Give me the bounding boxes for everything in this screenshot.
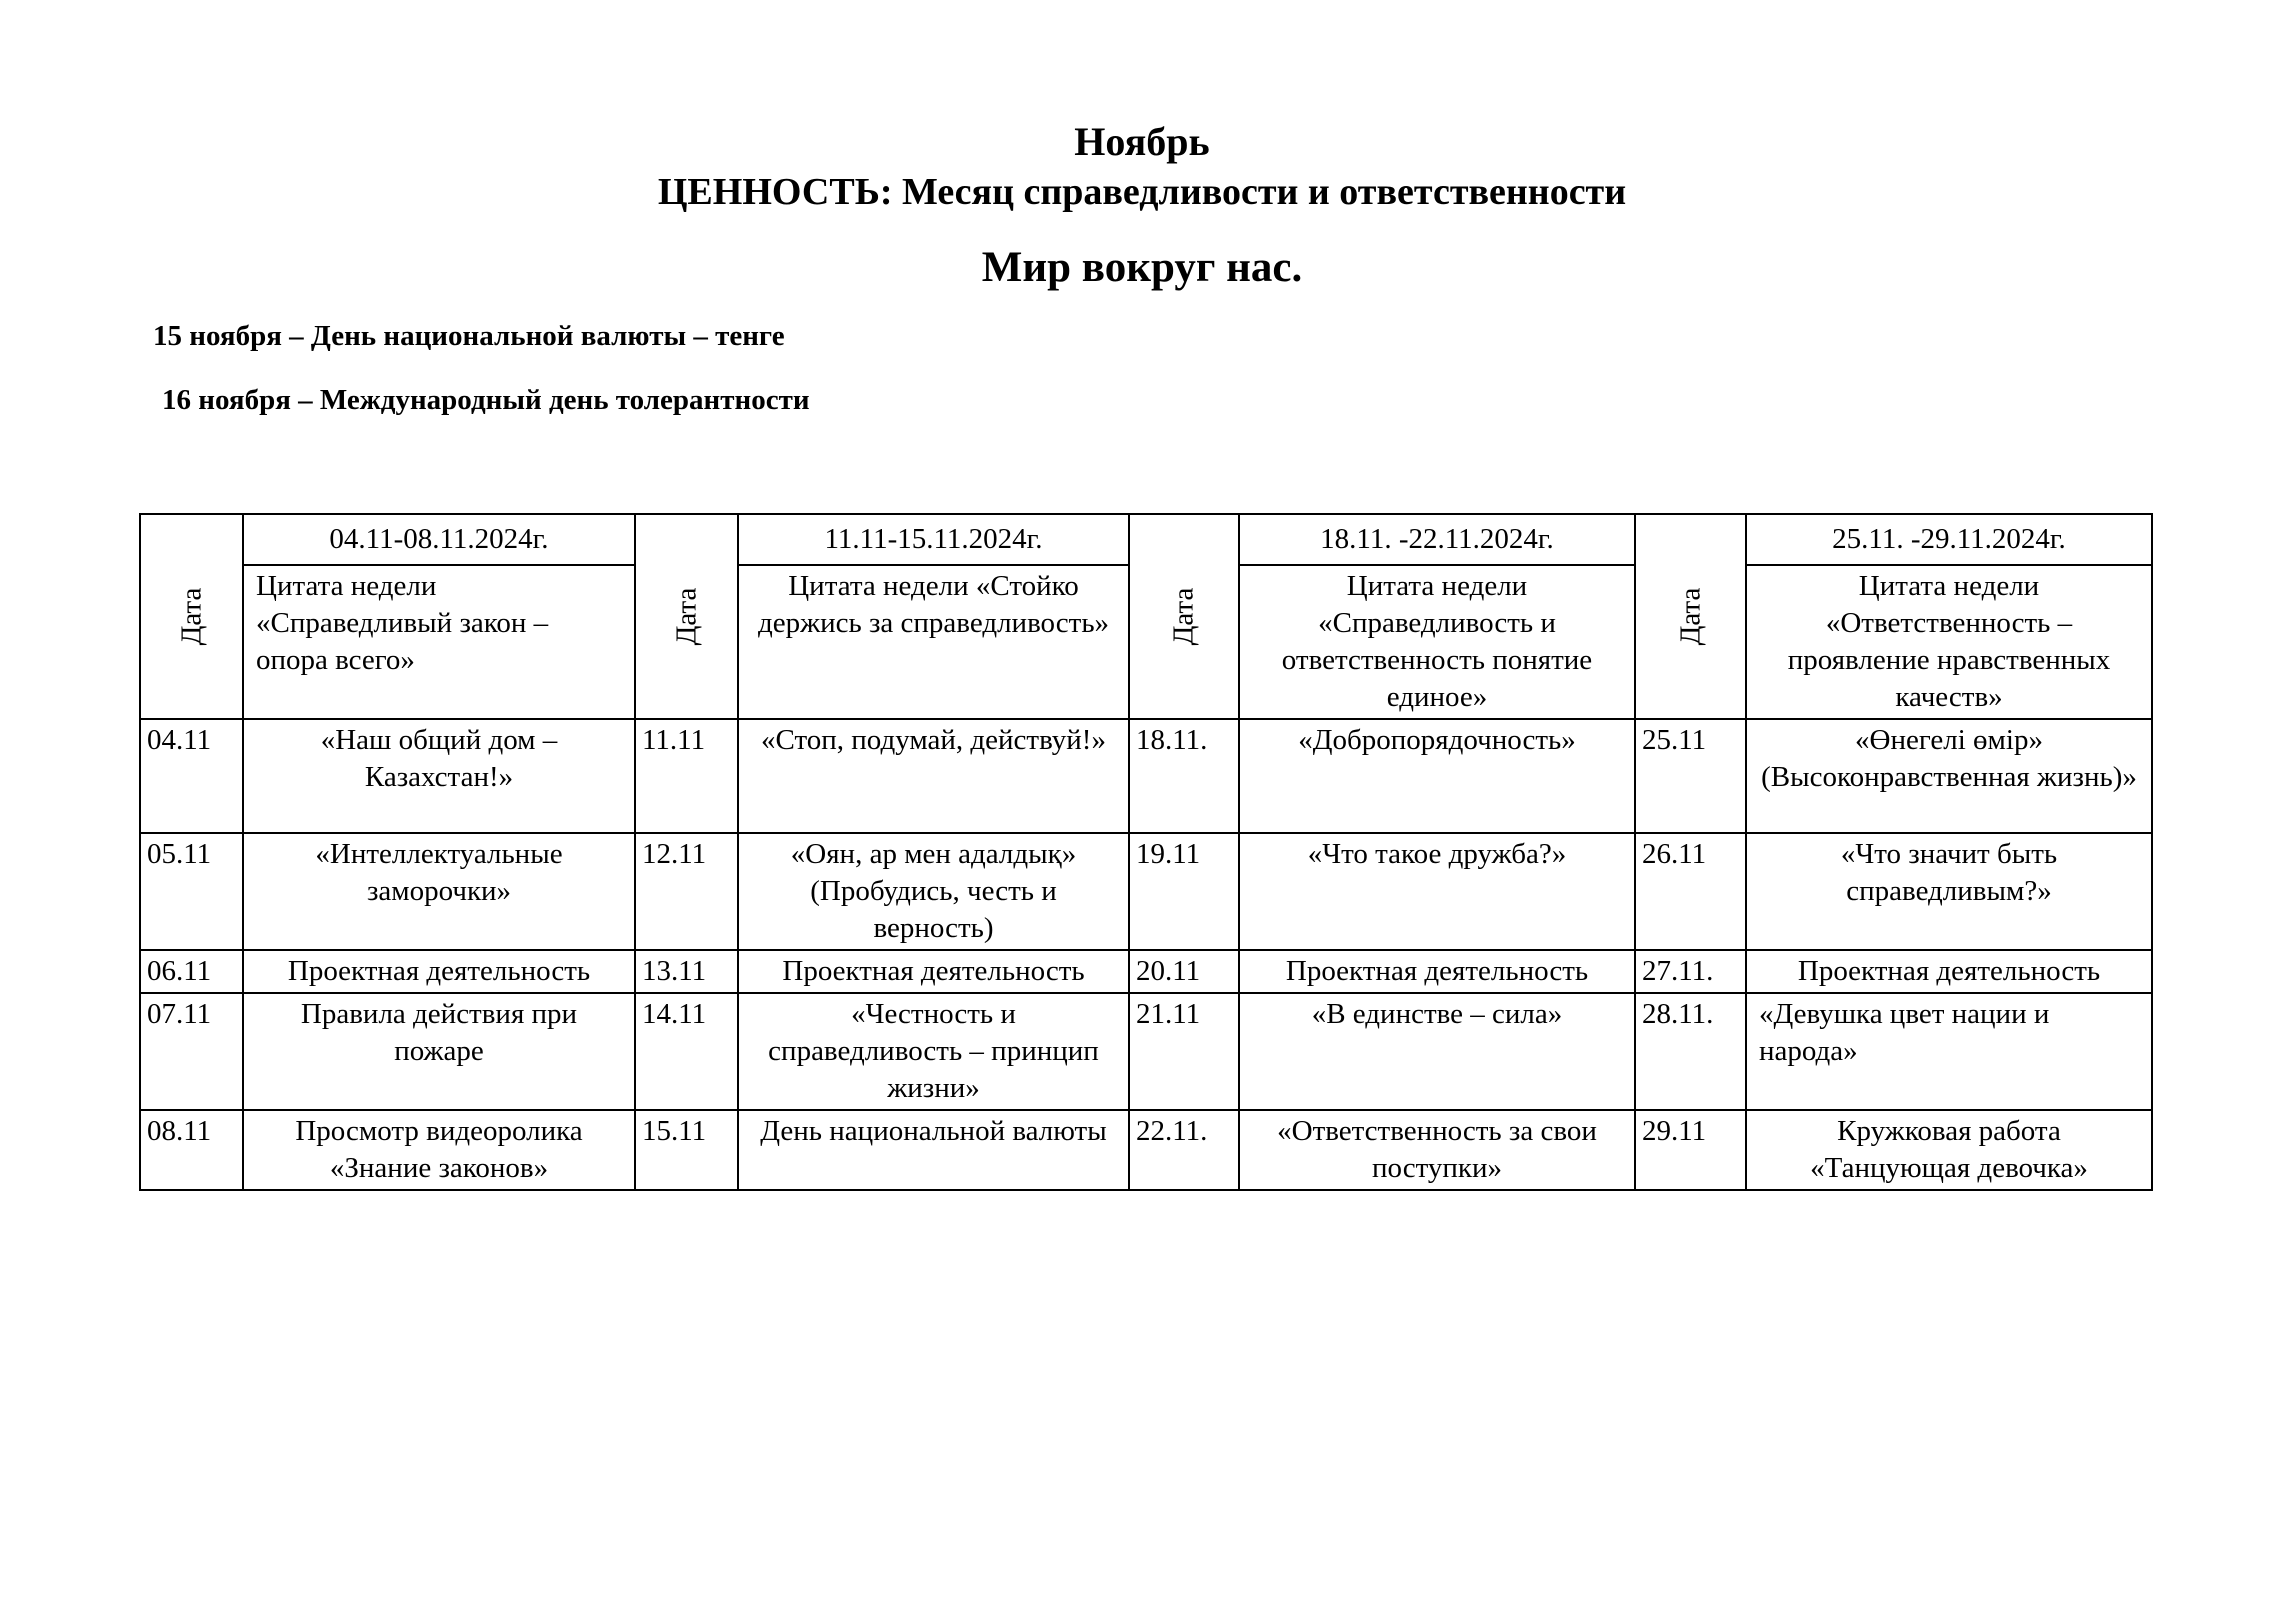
table-row [140, 833, 2152, 950]
date-cell: 20.11 [1129, 950, 1239, 993]
date-header: Дата [670, 587, 702, 646]
date-cell: 07.11 [140, 993, 243, 1110]
event-cell: «Интеллектуальные заморочки» [243, 833, 635, 950]
event-cell: «Честность и справедливость – принцип жизни» [738, 993, 1129, 1110]
table-row [140, 719, 2152, 833]
date-cell: 27.11. [1635, 950, 1746, 993]
event-cell: «Ответственность за свои поступки» [1239, 1110, 1635, 1190]
date-cell: 29.11 [1635, 1110, 1746, 1190]
week-1-quote: Цитата недели «Справедливый закон – опора всего» [243, 565, 635, 719]
value-label: ЦЕННОСТЬ [657, 171, 880, 213]
date-cell: 22.11. [1129, 1110, 1239, 1190]
week-4-range: 25.11. -29.11.2024г. [1746, 514, 2152, 565]
event-cell: День национальной валюты [738, 1110, 1129, 1190]
week-2-range: 11.11-15.11.2024г. [738, 514, 1129, 565]
event-cell: «В единстве – сила» [1239, 993, 1635, 1110]
date-cell: 15.11 [635, 1110, 738, 1190]
event-cell: Проектная деятельность [1746, 950, 2152, 993]
event-cell: Проектная деятельность [243, 950, 635, 993]
date-cell: 05.11 [140, 833, 243, 950]
date-cell: 28.11. [1635, 993, 1746, 1110]
date-cell: 26.11 [1635, 833, 1746, 950]
date-header-cell [140, 514, 243, 719]
table-row [140, 950, 2152, 993]
date-header-cell [635, 514, 738, 719]
date-cell: 04.11 [140, 719, 243, 833]
date-header: Дата [1674, 587, 1706, 646]
date-cell: 06.11 [140, 950, 243, 993]
week-range-row [140, 514, 2152, 565]
schedule-table [139, 513, 2153, 1191]
date-header-cell [1129, 514, 1239, 719]
event-cell: «Наш общий дом – Казахстан!» [243, 719, 635, 833]
date-cell: 21.11 [1129, 993, 1239, 1110]
value-heading: ЦЕННОСТЬ: Месяц справедливости и ответственности [657, 171, 1627, 213]
week-3-quote: Цитата недели «Справедливость и ответственность понятие единое» [1239, 565, 1635, 719]
table-row [140, 993, 2152, 1110]
date-cell: 08.11 [140, 1110, 243, 1190]
date-header-cell [1635, 514, 1746, 719]
month-title: Ноябрь [1074, 119, 1210, 164]
date-cell: 13.11 [635, 950, 738, 993]
note-currency-day: 15 ноября – День национальной валюты – тенге [153, 320, 785, 352]
event-cell: Правила действия при пожаре [243, 993, 635, 1110]
event-cell: Кружковая работа «Танцующая девочка» [1746, 1110, 2152, 1190]
date-cell: 25.11 [1635, 719, 1746, 833]
week-2-quote: Цитата недели «Стойко держись за справедливость» [738, 565, 1129, 719]
date-cell: 11.11 [635, 719, 738, 833]
date-cell: 14.11 [635, 993, 738, 1110]
week-3-range: 18.11. -22.11.2024г. [1239, 514, 1635, 565]
week-1-range: 04.11-08.11.2024г. [243, 514, 635, 565]
date-cell: 18.11. [1129, 719, 1239, 833]
event-cell: «Оян, ар мен адалдық» (Пробудись, честь и верность) [738, 833, 1129, 950]
event-cell: «Что такое дружба?» [1239, 833, 1635, 950]
theme-heading: Мир вокруг нас. [981, 244, 1303, 291]
event-cell: «Өнегелі өмір» (Высоконравственная жизнь)» [1746, 719, 2152, 833]
date-header: Дата [1167, 587, 1200, 646]
value-text: Месяц справедливости и ответственности [901, 171, 1627, 213]
event-cell: «Стоп, подумай, действуй!» [738, 719, 1129, 833]
event-cell: «Что значит быть справедливым?» [1746, 833, 2152, 950]
event-cell: «Добропорядочность» [1239, 719, 1635, 833]
event-cell: Проектная деятельность [738, 950, 1129, 993]
date-cell: 12.11 [635, 833, 738, 950]
event-cell: Просмотр видеоролика «Знание законов» [243, 1110, 635, 1190]
date-cell: 19.11 [1129, 833, 1239, 950]
note-tolerance-day: 16 ноября – Международный день толерантности [162, 384, 810, 416]
table-row [140, 1110, 2152, 1190]
event-cell: Проектная деятельность [1239, 950, 1635, 993]
week-4-quote: Цитата недели «Ответственность – проявление нравственных качеств» [1746, 565, 2152, 719]
date-header: Дата [175, 587, 207, 646]
event-cell: «Девушка цвет нации и народа» [1746, 993, 2152, 1110]
